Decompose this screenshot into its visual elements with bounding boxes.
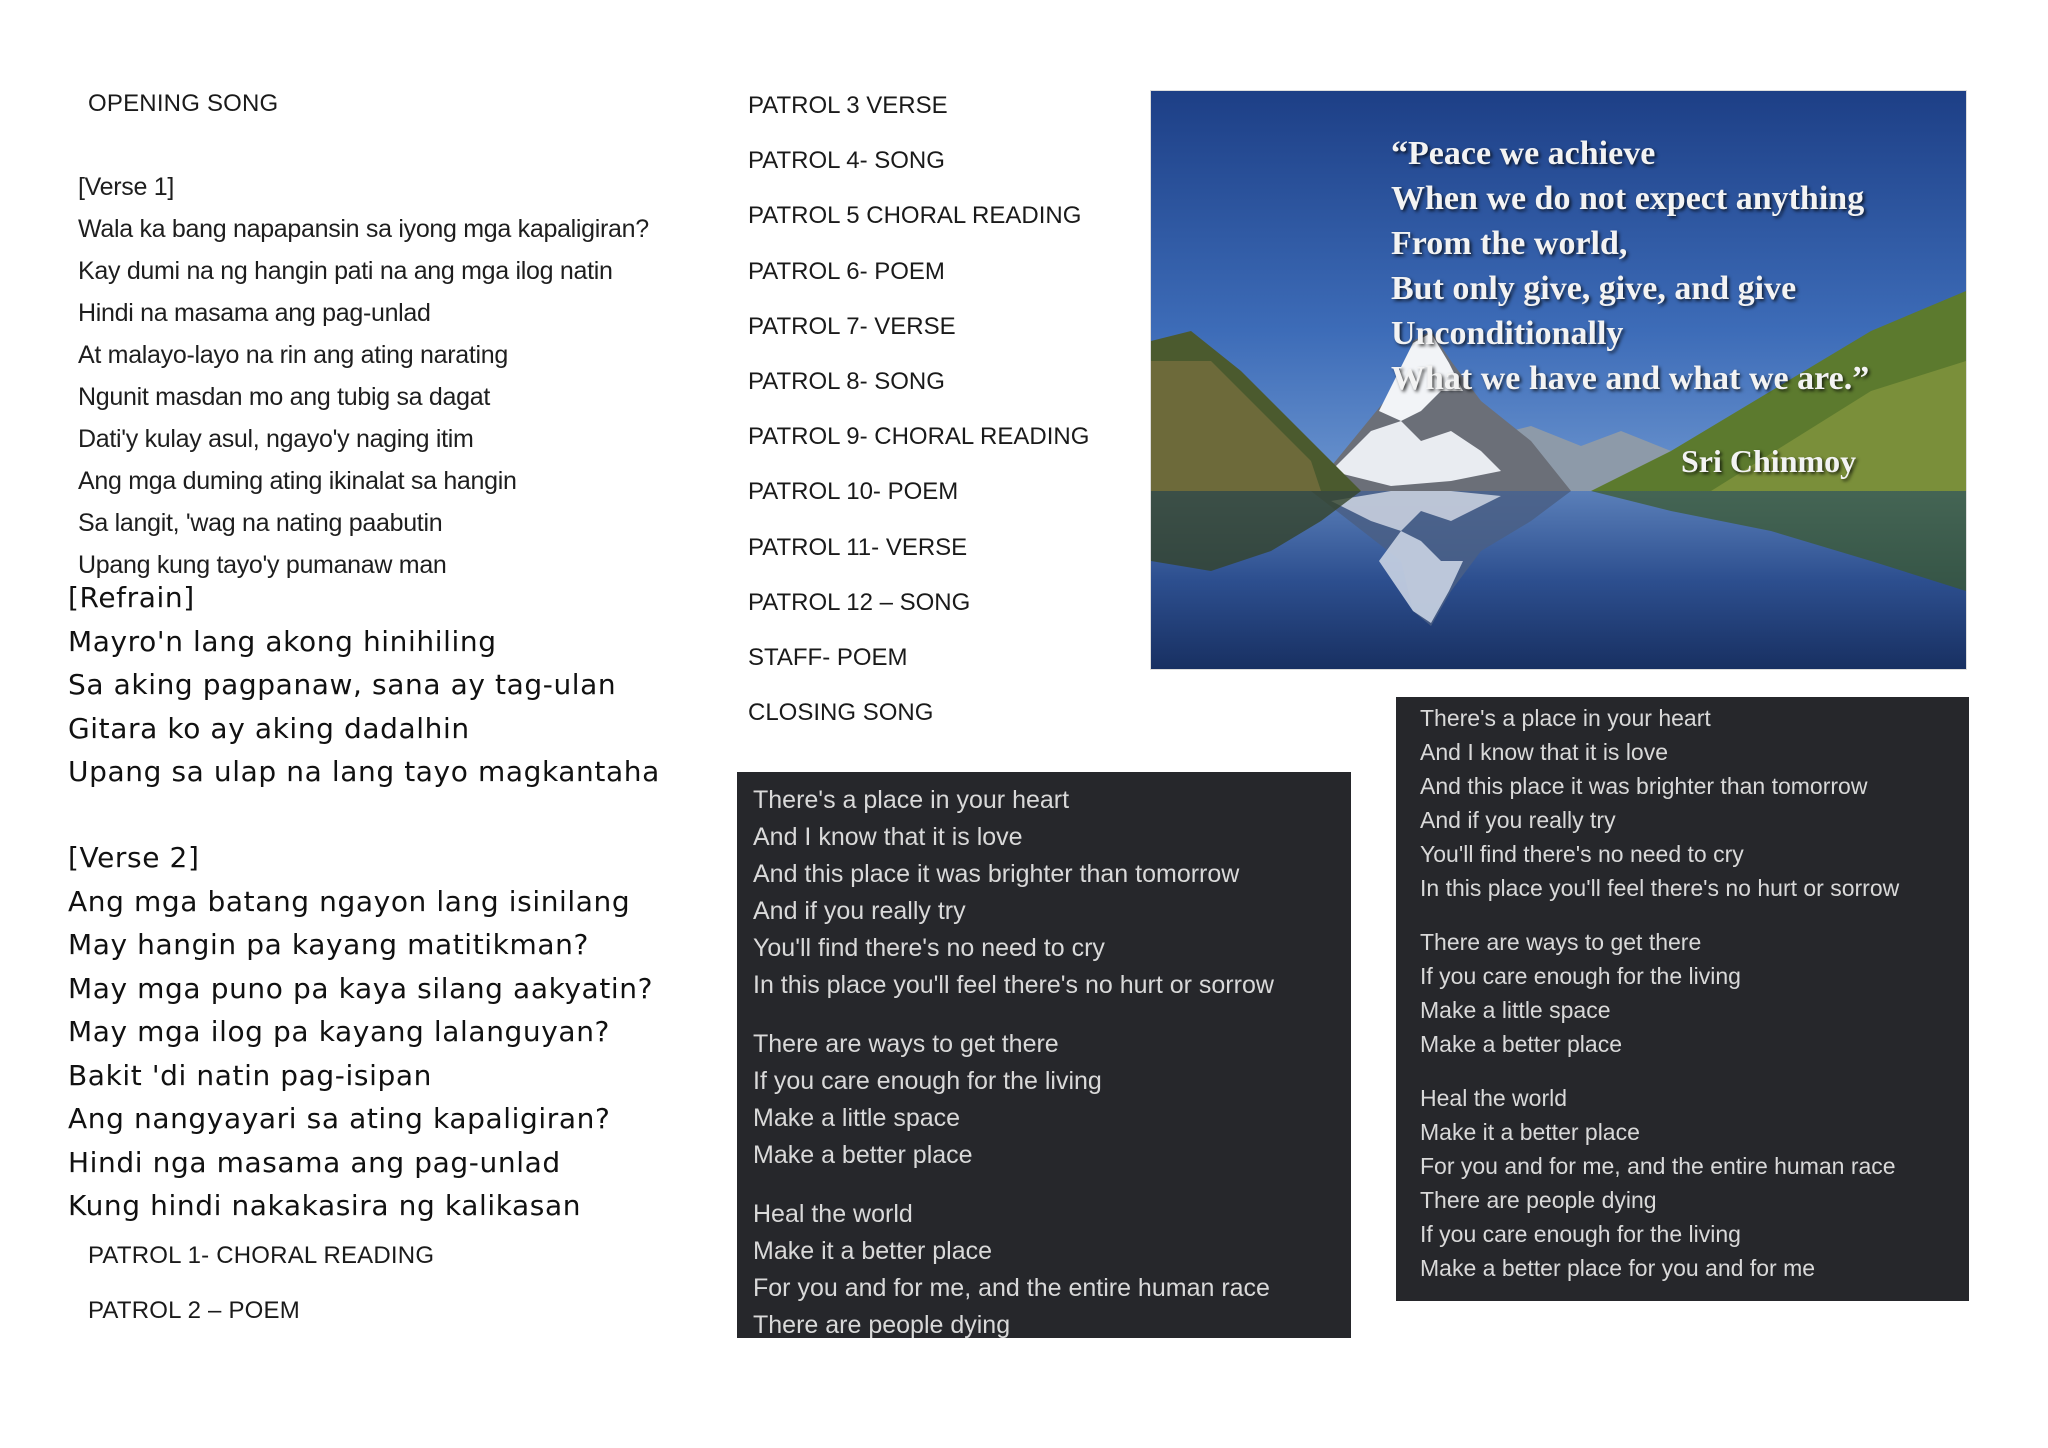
lyrics-line: Heal the world: [1420, 1085, 1568, 1111]
verse1-line: Upang kung tayo'y pumanaw man: [78, 551, 447, 579]
quote-line: “Peace we achieve: [1391, 135, 1656, 172]
verse2-line: Ang mga batang ngayon lang isinilang: [68, 884, 631, 918]
program-item-patrol1: PATROL 1- CHORAL READING: [88, 1242, 435, 1269]
lyrics-line: And this place it was brighter than tomorrow: [1420, 773, 1868, 799]
quote-line: When we do not expect anything: [1391, 180, 1865, 217]
lyrics-line: If you care enough for the living: [753, 1067, 1102, 1095]
lyrics-box-center: [737, 772, 1351, 1338]
lyrics-line: There are ways to get there: [1420, 929, 1702, 955]
lyrics-box-right: [1396, 697, 1969, 1301]
lyrics-line: In this place you'll feel there's no hurt or sorrow: [753, 971, 1274, 999]
refrain-block: [68, 576, 660, 794]
program-item: PATROL 8- SONG: [748, 368, 945, 396]
lyrics-line: And if you really try: [1420, 807, 1616, 833]
verse2-line: Ang nangyayari sa ating kapaligiran?: [68, 1102, 611, 1135]
verse2-line: May hangin pa kayang matitikman?: [68, 928, 589, 961]
verse2-line: May mga ilog pa kayang lalanguyan?: [68, 1015, 610, 1048]
program-item: CLOSING SONG: [748, 699, 934, 727]
program-list: [748, 78, 1089, 740]
program-item-patrol2: PATROL 2 – POEM: [88, 1297, 300, 1324]
program-item: PATROL 9- CHORAL READING: [748, 423, 1090, 451]
program-item: STAFF- POEM: [748, 644, 908, 672]
verse1-tag: [Verse 1]: [78, 173, 174, 201]
verse2-line: Hindi nga masama ang pag-unlad: [68, 1145, 561, 1179]
lyrics-stanza: [753, 782, 1335, 1004]
quote-line: Unconditionally: [1391, 315, 1624, 352]
lyrics-line: For you and for me, and the entire human race: [753, 1274, 1270, 1302]
quote-text: [1391, 131, 1869, 401]
verse1-block: [78, 166, 649, 586]
lyrics-line: You'll find there's no need to cry: [753, 934, 1105, 962]
quote-author: Sri Chinmoy: [1681, 443, 1857, 479]
lyrics-line: If you care enough for the living: [1420, 1221, 1741, 1247]
lyrics-line: If you care enough for the living: [1420, 963, 1741, 989]
verse1-line: Hindi na masama ang pag-unlad: [78, 299, 431, 327]
lyrics-line: And this place it was brighter than tomorrow: [753, 860, 1240, 888]
quote-line: From the world,: [1391, 225, 1628, 262]
lyrics-line: And I know that it is love: [753, 823, 1023, 851]
verse2-line: Bakit 'di natin pag-isipan: [68, 1058, 432, 1092]
refrain-line: Mayro'n lang akong hinihiling: [68, 624, 497, 658]
program-item: PATROL 11- VERSE: [748, 533, 968, 561]
quote-line: But only give, give, and give: [1391, 270, 1797, 307]
verse1-line: Dati'y kulay asul, ngayo'y naging itim: [78, 425, 474, 453]
program-item: PATROL 6- POEM: [748, 257, 945, 285]
lyrics-line: For you and for me, and the entire human race: [1420, 1153, 1896, 1179]
lyrics-line: There are people dying: [1420, 1187, 1657, 1213]
lyrics-line: Make it a better place: [1420, 1119, 1640, 1145]
lyrics-line: Make a little space: [753, 1104, 961, 1132]
lyrics-line: There's a place in your heart: [753, 786, 1070, 814]
lyrics-line: There's a place in your heart: [1420, 705, 1711, 731]
lyrics-stanza: [753, 1026, 1335, 1174]
lyrics-stanza: [1420, 1081, 1945, 1285]
verse1-line: Ang mga duming ating ikinalat sa hangin: [78, 467, 517, 495]
program-item: PATROL 4- SONG: [748, 147, 945, 175]
refrain-line: Upang sa ulap na lang tayo magkantaha: [68, 755, 660, 788]
lyrics-line: Make a little space: [1420, 997, 1611, 1023]
verse2-tag: [Verse 2]: [68, 841, 200, 874]
refrain-tag: [Refrain]: [68, 581, 195, 614]
verse2-line: May mga puno pa kaya silang aakyatin?: [68, 971, 654, 1005]
refrain-line: Sa aking pagpanaw, sana ay tag-ulan: [68, 668, 617, 701]
program-item: PATROL 5 CHORAL READING: [748, 202, 1082, 230]
program-item: PATROL 10- POEM: [748, 478, 959, 506]
lyrics-line: Make a better place: [1420, 1031, 1623, 1057]
lyrics-line: Make a better place: [753, 1141, 973, 1169]
verse2-block: [68, 836, 653, 1228]
verse1-line: Sa langit, 'wag na nating paabutin: [78, 509, 443, 537]
lyrics-stanza: [1420, 925, 1945, 1061]
verse1-line: Wala ka bang napapansin sa iyong mga kapaligiran?: [78, 215, 649, 243]
lyrics-line: In this place you'll feel there's no hurt or sorrow: [1420, 875, 1900, 901]
lyrics-line: You'll find there's no need to cry: [1420, 841, 1744, 867]
program-item: PATROL 7- VERSE: [748, 312, 956, 340]
program-item: PATROL 12 – SONG: [748, 588, 971, 616]
verse2-line: Kung hindi nakakasira ng kalikasan: [68, 1189, 582, 1222]
verse1-line: Kay dumi na ng hangin pati na ang mga ilog natin: [78, 257, 613, 285]
lyrics-line: Make it a better place: [753, 1237, 993, 1265]
lyrics-line: Make a better place for you and for me: [1420, 1255, 1816, 1281]
program-item: PATROL 3 VERSE: [748, 92, 948, 119]
quote-line: What we have and what we are.”: [1391, 360, 1870, 397]
verse1-line: Ngunit masdan mo ang tubig sa dagat: [78, 383, 490, 411]
verse1-line: At malayo-layo na rin ang ating narating: [78, 341, 508, 369]
refrain-line: Gitara ko ay aking dadalhin: [68, 711, 470, 745]
lyrics-stanza: [753, 1196, 1335, 1338]
opening-song-heading: OPENING SONG: [88, 90, 279, 117]
lyrics-line: Heal the world: [753, 1200, 913, 1228]
lyrics-line: There are ways to get there: [753, 1030, 1059, 1058]
lyrics-line: And I know that it is love: [1420, 739, 1669, 765]
lyrics-line: There are people dying: [753, 1311, 1011, 1338]
lyrics-stanza: [1420, 701, 1945, 905]
quote-photo: [1150, 90, 1967, 670]
lyrics-line: And if you really try: [753, 897, 966, 925]
